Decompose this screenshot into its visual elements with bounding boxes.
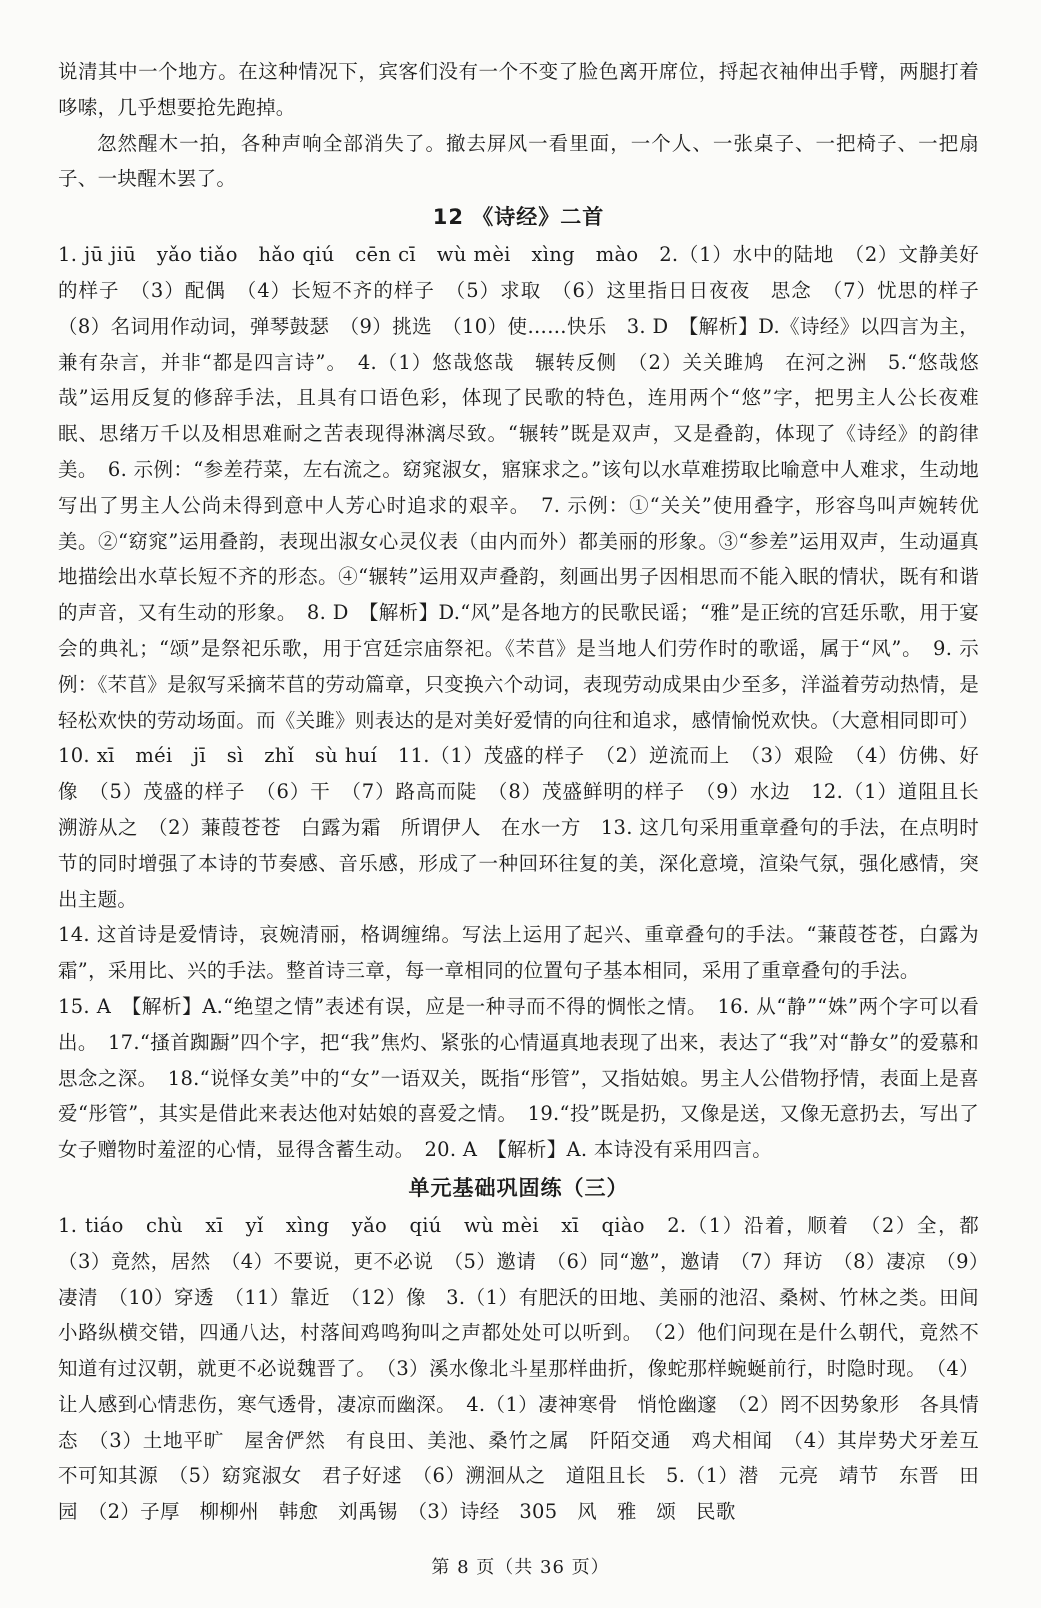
section-12-answers-2: 10. xī méi jī sì zhǐ sù huí 11.（1）茂盛的样子 （2）逆流而上 （3）艰险 （4）仿佛、好像 （5）茂盛的样子 （6）干 （7）路高而陡 （8）茂盛鲜明的样子 （9）水边 12.（1）道阻且长 溯游从之 （2）蒹葭苍苍 白露为霜 所谓伊人 在水一方 13. 这几句采用重章叠句的手法，在点明时节的同时增强了本诗的节奏感、音乐感，形成了一种回环往复的美，深化意境，渲染气氛，强化感情，突出主题。 [58, 744, 999, 911]
section-12-title: 12 《诗经》二首 [432, 205, 605, 230]
section-12-answers-4: 15. A 【解析】A.“绝望之情”表述有误，应是一种寻而不得的惆怅之情。 16. 从“静”“姝”两个字可以看出。 17.“搔首踟蹰”四个字，把“我”焦灼、紧张的心情逼真地表现了出来，表达了“我”对“静女”的爱慕和思念之深。 18.“说怿女美”中的“女”一语双关，既指“彤管”，又指姑娘。男主人公借物抒情，表面上是喜爱“彤管”，其实是借此来表达他对姑娘的喜爱之情。 19.“投”既是扔，又像是送，又像无意扔去，写出了女子赠物时羞涩的心情，显得含蓄生动。 20. A 【解析】A. 本诗没有采用四言。 [58, 994, 979, 1162]
intro-paragraph-2: 忽然醒木一拍，各种声响全部消失了。撤去屏风一看里面，一个人、一张桌子、一把椅子、一把扇子、一块醒木罢了。 [58, 131, 979, 191]
page-number: 第 8 页（共 36 页） [431, 1557, 610, 1578]
section-12-answers-1: 1. jū jiū yǎo tiǎo hǎo qiú cēn cī wù mèi xìng mào 2.（1）水中的陆地 （2）文静美好的样子 （3）配偶 （4）长短不齐的样子 （5）求取 （6）这里指日日夜夜 思念 （7）忧思的样子 （8）名词用作动词，弹琴鼓瑟 （9）挑选 （10）使……快乐 3. D 【解析】D.《诗经》以四言为主，兼有杂言，并非“都是四言诗”。 4.（1）悠哉悠哉 辗转反侧 （2）关关雎鸠 在河之洲 5.“悠哉悠哉”运用反复的修辞手法，且具有口语色彩，体现了民歌的特色，连用两个“悠”字，把男主人公长夜难眠、思绪万千以及相思难耐之苦表现得淋漓尽致。“辗转”既是双声，又是叠韵，体现了《诗经》的韵律美。 6. 示例：“参差荇菜，左右流之。窈窕淑女，寤寐求之。”该句以水草难捞取比喻意中人难求，生动地写出了男主人公尚未得到意中人芳心时追求的艰辛。 7. 示例：①“关关”使用叠字，形容鸟叫声婉转优美。②“窈窕”运用叠韵，表现出淑女心灵仪表（由内而外）都美丽的形象。③“参差”运用双声，生动逼真地描绘出水草长短不齐的形态。④“辗转”运用双声叠韵，刻画出男子因相思而不能入眠的情状，既有和谐的声音，又有生动的形象。 8. D 【解析】D.“风”是各地方的民歌民谣；“雅”是正统的宫廷乐歌，用于宴会的典礼；“颂”是祭祀乐歌，用于宫廷宗庙祭祀。《芣苢》是当地人们劳作时的歌谣，属于“风”。 9. 示例：《芣苢》是叙写采摘芣苢的劳动篇章，只变换六个动词，表现劳动成果由少至多，洋溢着劳动热情，是轻松欢快的劳动场面。而《关雎》则表达的是对美好爱情的向往和追求，感情愉悦欢快。（大意相同即可） [58, 243, 999, 732]
unit-3-answers: 1. tiáo chù xī yǐ xìng yǎo qiú wù mèi xī qiào 2.（1）沿着，顺着 （2）全，都 （3）竟然，居然 （4）不要说，更不必说 （5）邀请 （6）同“邀”，邀请 （7）拜访 （8）凄凉 （9）凄清 （10）穿透 （11）靠近 （12）像 3.（1）有肥沃的田地、美丽的池沼、桑树、竹林之类。田间小路纵横交错，四通八达，村落间鸡鸣狗叫之声都处处可以听到。 （2）他们问现在是什么朝代，竟然不知道有过汉朝，就更不必说魏晋了。 （3）溪水像北斗星那样曲折，像蛇那样蜿蜒前行，时隐时现。 （4）让人感到心情悲伤，寒气透骨，凄凉而幽深。 4.（1）凄神寒骨 悄怆幽邃 （2）罔不因势象形 各具情态 （3）土地平旷 屋舍俨然 有良田、美池、桑竹之属 阡陌交通 鸡犬相闻 （4）其岸势犬牙差互 不可知其源 （5）窈窕淑女 君子好逑 （6）溯洄从之 道阻且长 5.（1）潜 元亮 靖节 东晋 田园 （2）子厚 柳柳州 韩愈 刘禹锡 （3）诗经 305 风 雅 颂 民歌 [58, 1213, 999, 1524]
section-12-answers-3: 14. 这首诗是爱情诗，哀婉清丽，格调缠绵。写法上运用了起兴、重章叠句的手法。“蒹葭苍苍，白露为霜”，采用比、兴的手法。整首诗三章，每一章相同的位置句子基本相同，采用了重章叠句的手法。 [58, 923, 979, 983]
unit-3-title: 单元基础巩固练（三） [408, 1175, 629, 1200]
intro-paragraph-1: 说清其中一个地方。在这种情况下，宾客们没有一个不变了脸色离开席位，捋起衣袖伸出手臂，两腿打着哆嗦，几乎想要抢先跑掉。 [58, 60, 979, 119]
